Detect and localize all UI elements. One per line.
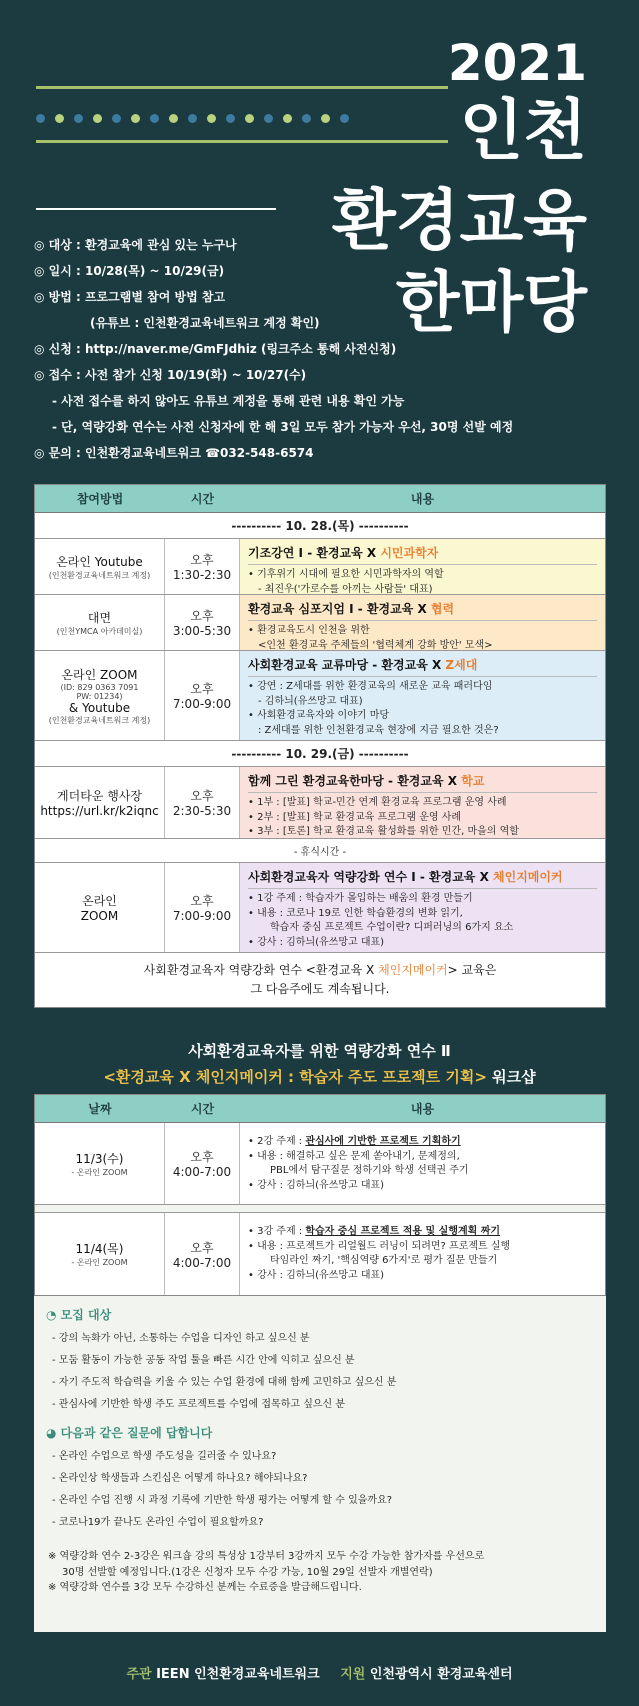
session-title: 사회환경교육자 역량강화 연수 Ⅰ - 환경교육 X 체인지메이커 (248, 869, 597, 889)
dot-row (36, 114, 349, 123)
time-range: 7:00-9:00 (172, 909, 232, 923)
decor-dot (264, 114, 273, 123)
continue-note: 사회환경교육자 역량강화 연수 <환경교육 X 체인지메이커> 교육은 그 다음주에도 계속됩니다. (143, 963, 497, 997)
method-sub: (인천환경교육네트워크 계정) (48, 570, 151, 580)
info-note-1: - 사전 접수를 하지 않아도 유튜브 계정을 통해 관련 내용 확인 가능 (52, 394, 405, 408)
date-sub: - 온라인 ZOOM (71, 1167, 128, 1177)
session-line: • 1부 : [발표] 학교-민간 연계 환경교육 프로그램 운영 사례 (248, 797, 507, 809)
date: 11/3(수) (75, 1151, 124, 1166)
decor-dot (169, 114, 178, 123)
session-line: • 1강 주제 : 학습자가 몰입하는 배움의 환경 만들기 (248, 893, 473, 905)
decor-dot (226, 114, 235, 123)
header-time: 시간 (190, 1102, 215, 1116)
decor-dot (112, 114, 121, 123)
table-row (35, 595, 605, 651)
time-label: 오후 (190, 609, 214, 623)
recruit-item: - 강의 녹화가 아닌, 소통하는 수업을 디자인 하고 싶으신 분 (52, 1333, 310, 1344)
decor-dot (340, 114, 349, 123)
time-label: 오후 (190, 553, 214, 567)
lecture-line: • 내용 : 프로젝트가 리얼월드 러닝이 되려면? 프로젝트 실행 (248, 1240, 511, 1252)
decor-dot (188, 114, 197, 123)
lecture-line: • 강사 : 김하늬(유쓰망고 대표) (248, 1179, 385, 1191)
lecture-line: • 내용 : 해결하고 싶은 문제 쏟아내기, 문제정의, (248, 1150, 460, 1162)
session-title: 사회환경교육 교류마당 - 환경교육 X Z세대 (248, 657, 597, 677)
date: 11/4(목) (75, 1242, 124, 1256)
header-content: 내용 (410, 492, 435, 506)
method: 대면 (87, 610, 112, 625)
session-line: • 기후위기 시대에 필요한 시민과학자의 역할 (248, 569, 444, 581)
session-line: • 환경교육도시 인천을 위한 (248, 625, 370, 637)
decor-dot (150, 114, 159, 123)
time-label: 오후 (190, 1150, 214, 1164)
footnote: ※ 역량강화 연수 2-3강은 워크숍 강의 특성상 1강부터 3강까지 모두 수강 가능한 참가자를 우선으로 30명 선발할 예정입니다.(1강은 신청자 모두 수강 가능, 10월 29일 선발자 개별연락) ※ 역량강화 연수를 3강 모두 수강하신 분께는 수료증을 발급해드립니다. (48, 1551, 485, 1593)
session-line: • 사회환경교육자와 이야기 마당 (248, 710, 390, 722)
question-item: - 온라인 수업으로 학생 주도성을 길러줄 수 있나요? (52, 1451, 277, 1462)
workshop-table (34, 1094, 606, 1296)
info-note-2: - 단, 역량강화 연수는 사전 신청자에 한 해 3일 모두 참가 가능자 우선, 30명 선발 예정 (52, 420, 514, 434)
recruit-heading: ◔ 모집 대상 (46, 1308, 112, 1322)
lecture-topic: • 2강 주제 : 관심사에 기반한 프로젝트 기획하기 (248, 1136, 461, 1147)
info-divider (36, 208, 276, 210)
table-header (35, 485, 605, 513)
decor-dot (93, 114, 102, 123)
recruit-item: - 모둠 활동이 가능한 공동 작업 툴을 빠른 시간 안에 익히고 싶으신 분 (52, 1355, 355, 1366)
time-label: 오후 (190, 1240, 214, 1255)
table-row (35, 1213, 605, 1295)
session-line: • 강사 : 김하늬(유쓰망고 대표) (248, 936, 385, 948)
info-target: ◎ 대상 : 환경교육에 관심 있는 누구나 (34, 238, 237, 252)
info-method-note: (유튜브 : 인천환경교육네트워크 계정 확인) (90, 316, 320, 330)
workshop-title: <환경교육 X 체인지메이커 : 학습자 주도 프로젝트 기획> 워크샵 (103, 1068, 536, 1086)
date-sub: - 온라인 ZOOM (71, 1258, 128, 1267)
lecture-line: 타임라인 짜기, '핵심역량 6가지'로 평가 질문 만들기 (270, 1255, 498, 1266)
table-row (35, 651, 605, 741)
decor-dot (321, 114, 330, 123)
header-time: 시간 (190, 492, 215, 506)
time-label: 오후 (190, 789, 214, 803)
bottom-divider (36, 140, 448, 143)
schedule-table (34, 484, 606, 1008)
decor-dot (131, 114, 140, 123)
method-link[interactable]: https://url.kr/k2iqnc (40, 804, 159, 818)
title-city: 인천 (459, 92, 587, 169)
title-line3: 한마당 (395, 264, 587, 341)
lecture-line: • 강사 : 김하늬(유쓰망고 대표) (248, 1269, 385, 1281)
question-item: - 온라인상 학생들과 스킨십은 어떻게 하나요? 해야되나요? (52, 1473, 308, 1484)
questions-heading: ◕ 다음과 같은 질문에 답합니다 (46, 1426, 213, 1440)
time-label: 오후 (190, 894, 214, 908)
info-apply[interactable]: ◎ 신청 : http://naver.me/GmFJdhiz (링크주소 통해 사전신청) (34, 342, 397, 356)
session-line: : Z세대를 위한 인천환경교육 현장에 지금 필요한 것은? (258, 724, 499, 736)
top-divider (36, 86, 448, 89)
time-range: 4:00-7:00 (172, 1165, 232, 1179)
question-item: - 온라인 수업 진행 시 과정 기록에 기반한 학생 평가는 어떻게 할 수 있을까요? (52, 1495, 393, 1506)
table-header (35, 1095, 605, 1123)
time-range: 3:00-5:30 (172, 624, 232, 638)
method-2: & Youtube (68, 700, 131, 715)
recruit-item: - 관심사에 기반한 학생 주도 프로젝트를 수업에 접목하고 싶으신 분 (52, 1399, 346, 1410)
workshop-subtitle: 사회환경교육자를 위한 역량강화 연수 Ⅱ (188, 1042, 451, 1060)
lecture-topic: • 3강 주제 : 학습자 중심 프로젝트 적용 및 실행계획 짜기 (248, 1226, 501, 1237)
decor-dot (74, 114, 83, 123)
day-header-1029: ---------- 10. 29.(금) ---------- (35, 741, 605, 767)
info-register: ◎ 접수 : 사전 참가 신청 10/19(화) ~ 10/27(수) (34, 368, 307, 382)
session-title: 기조강연 Ⅰ - 환경교육 X 시민과학자 (248, 545, 597, 565)
session-line: - 최진우('가로수를 아끼는 사람들' 대표) (258, 583, 433, 595)
session-line: • 2부 : [발표] 학교 환경교육 프로그램 운영 사례 (248, 811, 462, 823)
time-range: 2:30-5:30 (172, 804, 232, 818)
time-range: 1:30-2:30 (172, 568, 232, 582)
method-sub: (인천환경교육네트워크 계정) (48, 715, 151, 725)
session-line: • 3부 : [토론] 학교 환경교육 활성화를 위한 민간, 마을의 역할 (248, 826, 519, 838)
session-line: • 강연 : Z세대를 위한 환경교육의 새로운 교육 패러다임 (248, 681, 493, 693)
session-line: <인천 환경교육 주체들의 '협력체계 강화 방안' 모색> (258, 639, 493, 651)
table-row (35, 767, 605, 839)
session-line: 학습자 중심 프로젝트 수업이란? 디퍼러닝의 6가지 요소 (270, 922, 514, 934)
method: 온라인 (82, 894, 117, 908)
session-line: • 내용 : 코로나 19로 인한 학습환경의 변화 읽기, (248, 907, 463, 919)
method: 온라인 ZOOM (61, 667, 138, 682)
title-year: 2021 (447, 34, 587, 92)
method: 게더타운 행사장 (57, 789, 142, 803)
recruit-item: - 자기 주도적 학습력을 키울 수 있는 수업 환경에 대해 함께 고민하고 싶으신 분 (52, 1377, 397, 1388)
method: 온라인 Youtube (56, 554, 143, 569)
header-date: 날짜 (88, 1102, 112, 1116)
time-label: 오후 (190, 682, 214, 696)
decor-dot (36, 114, 45, 123)
info-contact: ◎ 문의 : 인천환경교육네트워크 ☎032-548-6574 (34, 446, 314, 460)
method-sub: (인천YMCA 아카데미실) (56, 626, 143, 636)
zoom-pw: PW: 01234) (76, 691, 123, 701)
recruit-box (34, 1296, 606, 1632)
session-line: - 김하늬(유쓰망고 대표) (258, 695, 363, 707)
header-method: 참여방법 (76, 492, 124, 506)
table-row (35, 1123, 605, 1205)
method-2: ZOOM (80, 909, 119, 923)
break-row: - 휴식시간 - (35, 839, 605, 863)
info-method: ◎ 방법 : 프로그램별 참여 방법 참고 (34, 290, 226, 304)
decor-dot (302, 114, 311, 123)
lecture-line: PBL에서 탐구질문 정하기와 학생 선택권 주기 (270, 1165, 469, 1176)
decor-dot (245, 114, 254, 123)
time-range: 7:00-9:00 (172, 697, 232, 711)
zoom-id: (ID: 829 0363 7091 (60, 682, 139, 692)
table-row (35, 863, 605, 953)
footer-credits: 주관 IEEN 인천환경교육네트워크 지원 인천광역시 환경교육센터 (126, 1667, 513, 1682)
decor-dot (207, 114, 216, 123)
question-item: - 코로나19가 끝나도 온라인 수업이 필요할까요? (52, 1517, 264, 1528)
table-row (35, 539, 605, 595)
time-range: 4:00-7:00 (172, 1255, 232, 1270)
decor-dot (283, 114, 292, 123)
info-date: ◎ 일시 : 10/28(목) ~ 10/29(금) (34, 264, 225, 278)
session-title: 함께 그린 환경교육한마당 - 환경교육 X 학교 (248, 773, 597, 793)
session-title: 환경교육 심포지엄 Ⅰ - 환경교육 X 협력 (248, 601, 597, 621)
decor-dot (55, 114, 64, 123)
title-line2: 환경교육 (331, 182, 587, 259)
day-header-1028: ---------- 10. 28.(목) ---------- (35, 513, 605, 539)
header-content: 내용 (410, 1102, 435, 1116)
